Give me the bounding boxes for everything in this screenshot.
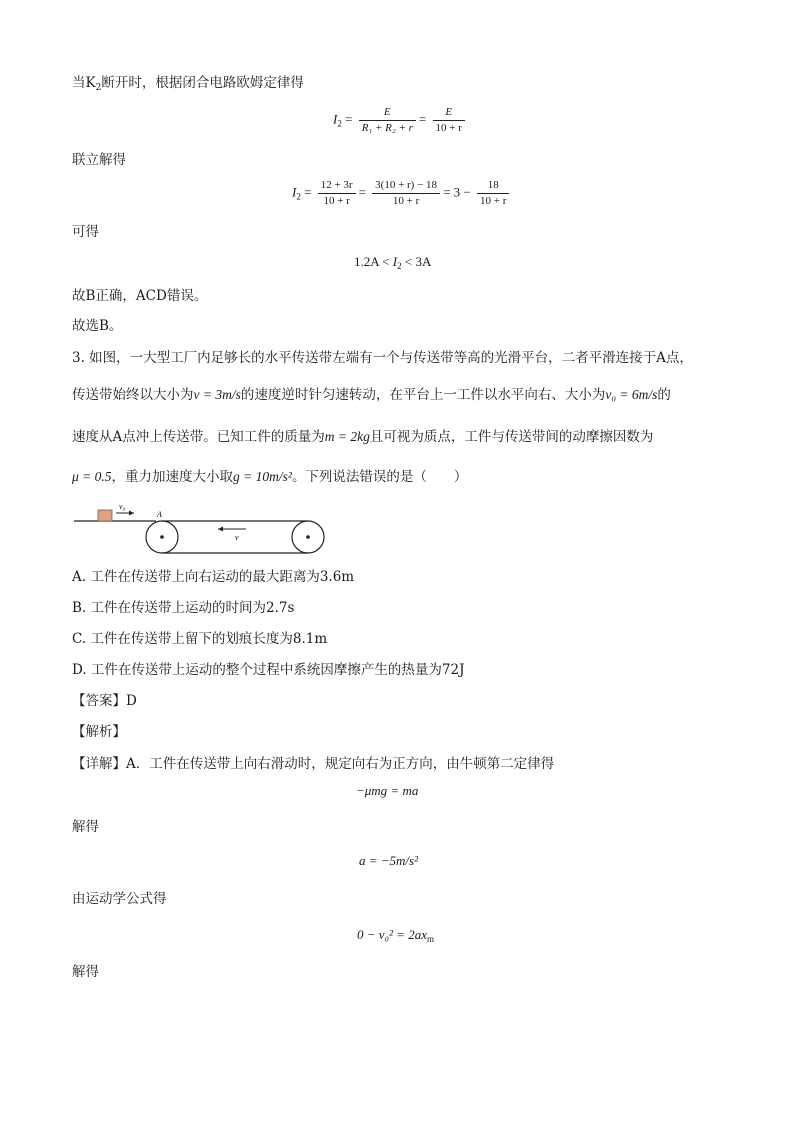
right-pulley-axle	[306, 535, 310, 539]
kinematics-label: 由运动学公式得	[72, 891, 167, 907]
answer-tag: 【答案】	[72, 693, 126, 709]
option-d: D. 工件在传送带上运动的整个过程中系统因摩擦产生的热量为72J	[72, 662, 465, 678]
eq2-fraction-1	[318, 179, 356, 208]
q-line3-a: 速度从A点冲上传送带。已知工件的质量为	[72, 429, 325, 445]
question-line-3	[72, 428, 653, 446]
eq1-f2-den: 10 + r	[435, 122, 462, 134]
eq2-fraction-2	[372, 179, 440, 208]
equation-6	[357, 927, 434, 944]
question-line-4	[72, 468, 467, 486]
workpiece-block	[98, 510, 112, 521]
eq1-fraction-2	[433, 106, 465, 135]
intro-line	[72, 74, 304, 97]
equation-5: a = −5m/s²	[359, 853, 419, 868]
eq1-f2-num: E	[433, 106, 465, 121]
point-a-label: A	[157, 510, 162, 519]
solve-label-2: 解得	[72, 819, 99, 835]
option-a: A. 工件在传送带上向右运动的最大距离为3.6m	[72, 569, 355, 585]
can-get-label: 可得	[72, 224, 99, 240]
detail-text: A．工件在传送带上向右滑动时，规定向右为正方向，由牛顿第二定律得	[126, 756, 555, 772]
detail-line	[72, 755, 554, 773]
eq1-f1-num: E	[359, 106, 416, 121]
eq1-lhs-sub: 2	[337, 118, 342, 129]
v-label: v	[235, 533, 239, 542]
q-line4-a: ，重力加速度大小取	[111, 469, 234, 485]
eq1-lhs: I	[333, 111, 338, 127]
q-line3-b: 且可视为质点，工件与传送带间的动摩擦因数为	[369, 429, 654, 445]
q-line2-b: 的速度逆时针匀速转动，在平台上一工件以水平向右、大小为	[240, 387, 606, 403]
eq2-f3-num: 18	[477, 179, 509, 194]
option-b: B. 工件在传送带上运动的时间为2.7s	[72, 600, 295, 616]
equation-1: $I_2$ = $\frac{E}{\text{R₁ + R₂ + r}}$ = $\frac{E}{10 + r}$	[333, 106, 468, 135]
detail-tag: 【详解】	[72, 756, 126, 772]
option-c: C. 工件在传送带上留下的划痕长度为8.1m	[72, 631, 328, 647]
conclusion-1: 故B正确，ACD错误。	[72, 288, 208, 304]
eq6-text: 0 − v₀² = 2ax	[357, 927, 428, 942]
equation-4: −μmg = ma	[356, 783, 419, 798]
intro-prefix: 当K	[72, 75, 96, 91]
eq2-lhs: I	[292, 184, 297, 200]
equation-3	[354, 254, 431, 271]
left-pulley-axle	[160, 535, 164, 539]
q-line2-v: v = 3m/s	[193, 387, 241, 402]
equation-2: $I_2$ = $\frac{12 + 3r}{10 + r}$ = $\frac{3(10 + r) - 18}{10 + r}$ = 3 − $\frac{18}{10 + r}$	[292, 179, 512, 208]
eq2-f1-num: 12 + 3r	[318, 179, 356, 194]
answer-value: D	[126, 693, 137, 709]
eq2-f2-num: 3(10 + r) − 18	[372, 179, 440, 194]
solve-label-3: 解得	[72, 964, 99, 980]
eq3-right: < 3A	[404, 254, 432, 269]
eq2-f1-den: 10 + r	[323, 195, 350, 207]
eq3-left: 1.2A <	[354, 254, 390, 269]
conveyor-figure	[70, 498, 340, 560]
eq2-fraction-3	[477, 179, 509, 208]
eq2-mid: 3 −	[453, 184, 471, 200]
eq3-var: I	[392, 254, 398, 269]
q-line2-a: 传送带始终以大小为	[72, 387, 194, 403]
eq3-var-sub: 2	[397, 261, 402, 271]
q-line2-c: 的	[657, 387, 671, 403]
eq6-sub: m	[427, 934, 435, 944]
eq2-lhs-sub: 2	[296, 191, 301, 202]
q-line2-v0: v₀ = 6m/s	[605, 387, 658, 402]
q-line4-b: 。下列说法错误的是（ ）	[291, 469, 468, 485]
q-line4-mu: μ = 0.5	[72, 469, 112, 484]
intro-sub: 2	[95, 83, 102, 93]
v0-label: v₀	[119, 502, 126, 511]
q-line3-m: m = 2kg	[324, 429, 370, 444]
solve-label-1: 联立解得	[72, 152, 126, 168]
q-line4-g: g = 10m/s²	[233, 469, 292, 484]
eq1-f1-den: R₁ + R₂ + r	[361, 122, 413, 134]
question-line-2	[72, 386, 671, 404]
intro-suffix: 断开时，根据闭合电路欧姆定律得	[101, 75, 304, 91]
answer-line	[72, 692, 137, 710]
eq2-f3-den: 10 + r	[480, 195, 507, 207]
v0-arrowhead	[129, 511, 134, 516]
eq2-f2-den: 10 + r	[392, 195, 420, 207]
analysis-tag	[72, 723, 126, 741]
v-arrowhead	[218, 527, 223, 532]
conclusion-2: 故选B。	[72, 318, 123, 334]
analysis-tag-text: 【解析】	[72, 724, 126, 740]
eq1-fraction-1	[359, 106, 416, 135]
question-line-1: 3. 如图，一大型工厂内足够长的水平传送带左端有一个与传送带等高的光滑平台，二者平滑连接于A点，	[72, 350, 693, 366]
